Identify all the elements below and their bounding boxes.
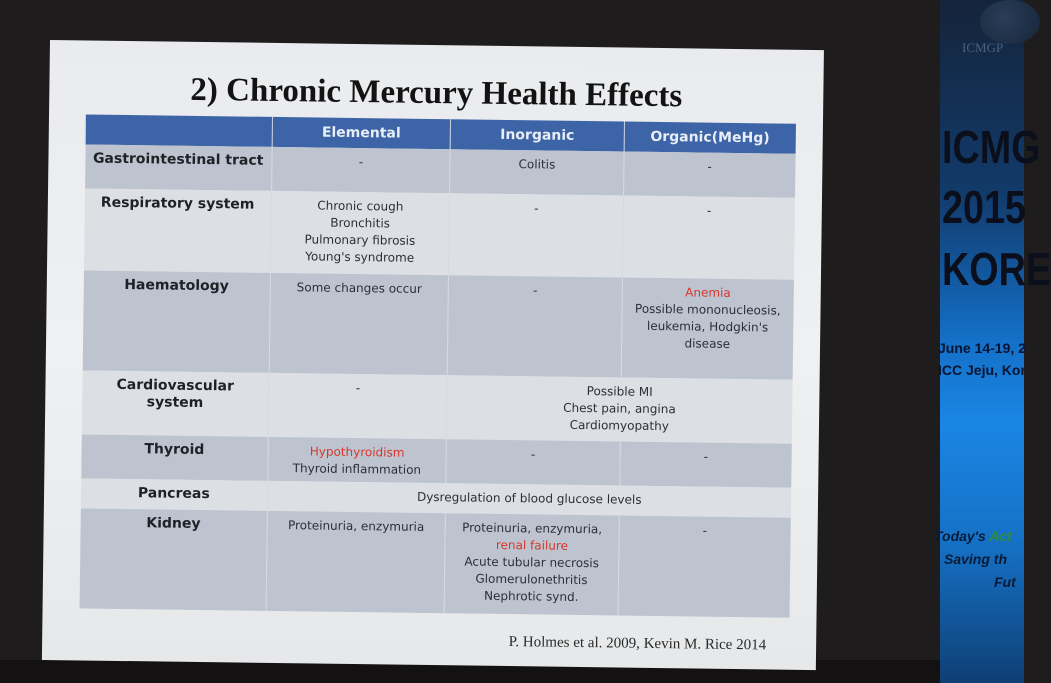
cell-organic: Anemia Possible mononucleosis, leukemia, Hodgkin's disease bbox=[621, 278, 793, 380]
row-label-pancreas: Pancreas bbox=[80, 478, 267, 510]
banner-venue: ICC Jeju, Kor bbox=[938, 362, 1026, 378]
cell-organic: - bbox=[620, 441, 792, 487]
slide-title: 2) Chronic Mercury Health Effects bbox=[190, 71, 683, 115]
table-row bbox=[82, 270, 793, 379]
banner-line-1: ICMG bbox=[942, 121, 1041, 173]
conference-banner bbox=[934, 0, 1051, 683]
cell-organic: - bbox=[624, 152, 796, 198]
projection-screen bbox=[42, 40, 824, 670]
cell-inorganic: - bbox=[446, 439, 621, 485]
column-header-organic: Organic(MeHg) bbox=[624, 122, 795, 154]
cell-inorganic: Colitis bbox=[450, 149, 625, 195]
row-label-haematology: Haematology bbox=[82, 270, 270, 372]
cell-elemental: - bbox=[272, 147, 451, 193]
cell-inorganic: - bbox=[447, 275, 622, 377]
row-label-respiratory: Respiratory system bbox=[83, 188, 271, 272]
row-label-kidney: Kidney bbox=[79, 508, 267, 610]
banner-line-3: KORE bbox=[942, 243, 1051, 295]
cell-inorganic: - bbox=[448, 193, 623, 277]
table-row bbox=[81, 370, 792, 443]
cell-elemental: Proteinuria, enzymuria bbox=[266, 511, 445, 613]
conference-logo bbox=[980, 0, 1040, 44]
health-effects-table bbox=[79, 114, 796, 617]
column-header-elemental: Elemental bbox=[272, 117, 450, 149]
cell-organic: - bbox=[618, 515, 790, 617]
column-header-empty bbox=[85, 114, 272, 146]
table-row bbox=[79, 508, 790, 617]
cell-inorganic-organic: Possible MI Chest pain, angina Cardiomyopathy bbox=[446, 375, 792, 444]
banner-line-2: 2015 bbox=[942, 181, 1026, 233]
cell-elemental: Some changes occur bbox=[269, 273, 448, 375]
cell-elemental: Hypothyroidism Thyroid inflammation bbox=[268, 437, 447, 483]
row-label-gastrointestinal: Gastrointestinal tract bbox=[85, 144, 273, 190]
table-row bbox=[83, 188, 794, 279]
cell-inorganic: Proteinuria, enzymuria, renal failure Acute tubular necrosis Glomerulonethritis Nephrotic synd. bbox=[444, 513, 619, 615]
banner-dates: June 14-19, 2 bbox=[938, 340, 1026, 356]
banner-tagline-1: Today's Act bbox=[934, 528, 1012, 544]
banner-tagline-3: Fut bbox=[994, 574, 1016, 590]
banner-logo-text: ICMGP bbox=[962, 40, 1004, 55]
slide-citation: P. Holmes et al. 2009, Kevin M. Rice 2014 bbox=[508, 634, 767, 654]
cell-elemental: - bbox=[268, 373, 447, 439]
banner-tagline-2: Saving th bbox=[944, 551, 1008, 567]
cell-organic: - bbox=[622, 196, 794, 280]
cell-elemental: Chronic cough Bronchitis Pulmonary fibrosis Young's syndrome bbox=[270, 191, 449, 275]
column-header-inorganic: Inorganic bbox=[450, 119, 624, 151]
row-label-cardiovascular: Cardiovascular system bbox=[81, 370, 269, 436]
row-label-thyroid: Thyroid bbox=[81, 434, 269, 480]
cell-all-forms: Dysregulation of blood glucose levels bbox=[267, 481, 790, 518]
